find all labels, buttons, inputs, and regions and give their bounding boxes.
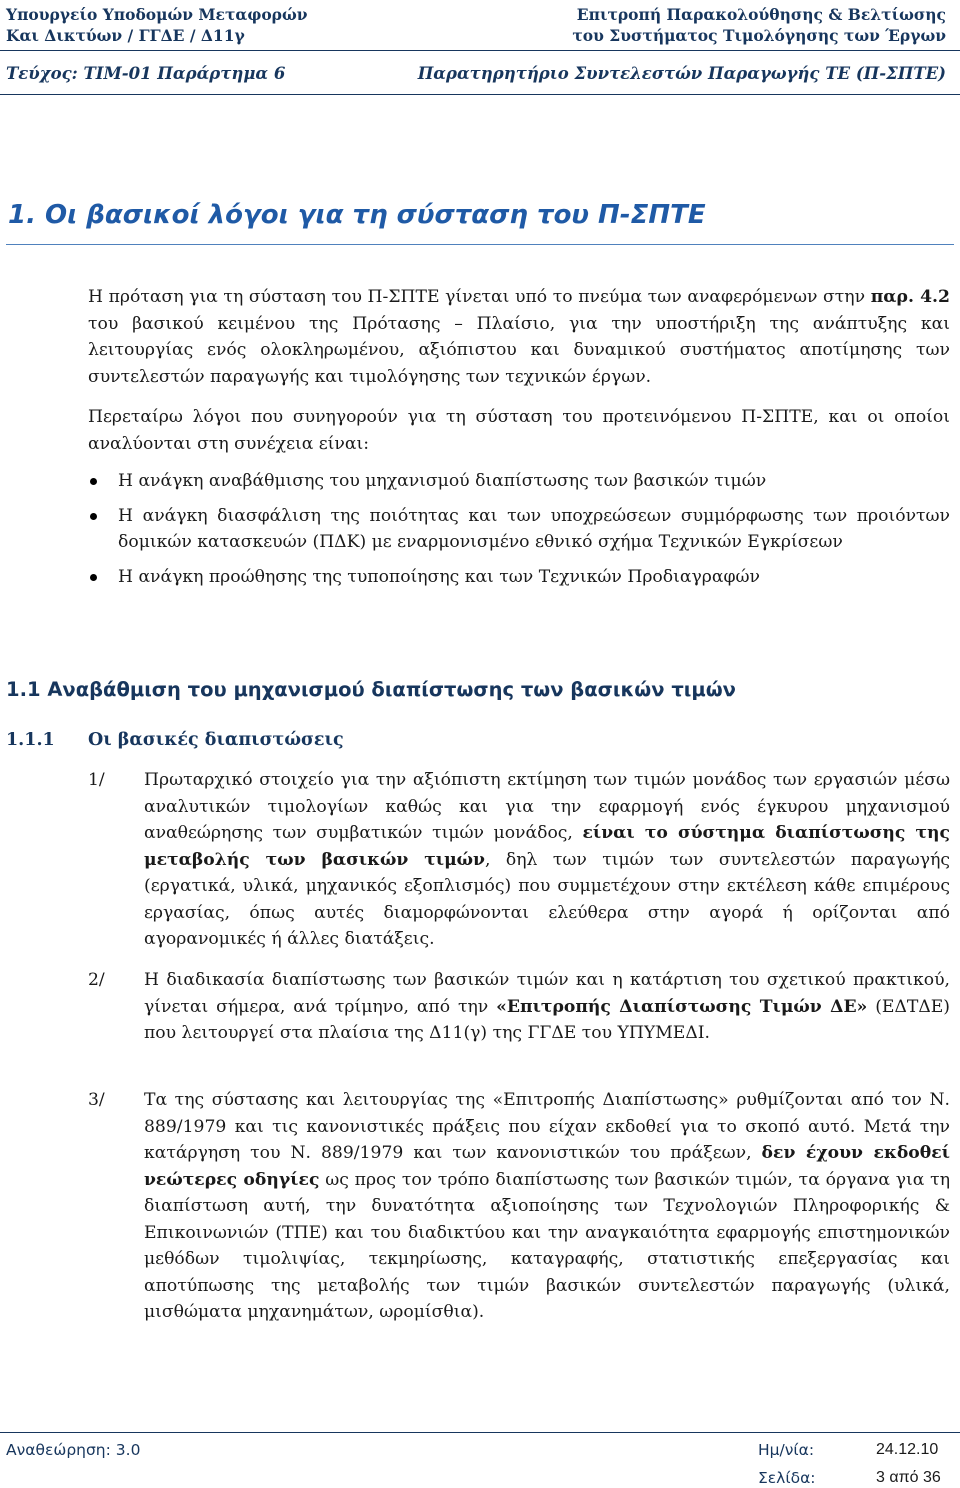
list-item — [88, 564, 950, 591]
header-committee-line2: του Συστήματος Τιμολόγησης των Έργων — [572, 26, 946, 45]
date-value: 24.12.10 — [876, 1441, 939, 1458]
page-label: Σελίδα: — [758, 1469, 816, 1487]
paragraph-text — [144, 967, 950, 1047]
reasons-paragraph: Περεταίρω λόγοι που συνηγορούν για τη σύσταση του προτεινόμενου Π-ΣΠΤΕ, και οι οποίοι αναλύονται στη συνέχεια είναι: — [88, 407, 950, 454]
section-1-underline — [6, 244, 954, 245]
paragraph-text-a: Πρωταρχικό στοιχείο για την αξιόπιστη εκτίμηση των τιμών μονάδος των εργασιών μέσω αναλυτικών τιμολογίων καθώς και για την εφαρμογή ενός έγκυρου μηχανισμού αναθεώρησης των συμβατικών τιμών μονάδος, — [144, 770, 950, 843]
header-divider-top — [0, 50, 960, 51]
list-item-text: Η ανάγκη αναβάθμισης του μηχανισμού διαπίστωσης των βασικών τιμών — [118, 471, 767, 491]
list-item — [88, 468, 950, 495]
paragraph-number: 3/ — [88, 1090, 105, 1110]
header-divider-bottom — [0, 94, 960, 95]
paragraph-text-a: Τα της σύστασης και λειτουργίας της «Επιτροπής Διαπίστωσης» ρυθμίζονται από τον Ν. 889/1979 και τις κανονιστικές πράξεις που είχαν εκδοθεί για το σκοπό αυτό. Μετά την κατάργηση του Ν. 889/1979 και των κανονιστικών του πράξεων, — [144, 1090, 950, 1163]
header-ministry-line1: Υπουργείο Υποδομών Μεταφορών — [6, 5, 308, 24]
paragraph-text — [144, 767, 950, 953]
list-item — [88, 503, 950, 556]
header-ministry-line2: Και Δικτύων / ΓΓΔΕ / Δ11γ — [6, 26, 245, 45]
header-ministry — [6, 4, 308, 46]
document-title-label: Παρατηρητήριο Συντελεστών Παραγωγής ΤΕ (Π-ΣΠΤΕ) — [417, 64, 946, 83]
intro-text-a: Η πρόταση για τη σύσταση του Π-ΣΠΤΕ γίνεται υπό το πνεύμα των αναφερόμενων στην — [88, 287, 871, 307]
paragraph-text-c: ως προς τον τρόπο διαπίστωσης των βασικών τιμών, τα όργανα για τη διαπίστωση αυτή, την δυνατότητα αξιοποίησης των Τεχνολογιών Πληροφορικής & Επικοινωνιών (ΤΠΕ) και του διαδικτύου και την αναγκαιότητα εφαρμογής επιστημονικών μεθόδων τιμολιψίας, τεκμηρίωσης, καταγραφής, στατιστικής επεξεργασίας και αποτύπωσης της μεταβολής των τιμών βασικών συντελεστών παραγωγής (υλικά, μισθώματα μηχανημάτων, ωρομίσθια). — [144, 1169, 950, 1322]
paragraph-number: 2/ — [88, 970, 105, 990]
section-1-1-1-heading — [6, 730, 344, 750]
section-1-1-1-number: 1.1.1 — [6, 730, 55, 750]
numbered-paragraph-1 — [88, 767, 950, 953]
bullet-icon — [90, 574, 97, 581]
numbered-paragraph-3 — [88, 1087, 950, 1326]
list-item-text: Η ανάγκη προώθησης της τυποποίησης και των Τεχνικών Προδιαγραφών — [118, 566, 760, 587]
intro-text-c: του βασικού κειμένου της Πρότασης – Πλαίσιο, για την υποστήριξη της ανάπτυξης και λειτουργίας ενός ολοκληρωμένου, αξιόπιστου και δυναμικού συστήματος αποτίμησης των συντελεστών παραγωγής και τιμολόγησης των τεχνικών έργων. — [88, 313, 950, 387]
section-1-1-1-title: Οι βασικές διαπιστώσεις — [88, 730, 344, 750]
header-committee — [572, 4, 946, 46]
paragraph-text-c: (ΕΔΤΔΕ) που λειτουργεί στα πλαίσια της Δ11(γ) της ΓΓΔΕ του ΥΠΥΜΕΔΙ. — [144, 996, 951, 1043]
paragraph-text-bold: δεν έχουν εκδοθεί νεώτερες οδηγίες — [144, 1143, 950, 1190]
numbered-paragraph-2 — [88, 967, 950, 1047]
revision-label: Αναθεώρηση: 3.0 — [6, 1441, 141, 1459]
paragraph-text — [144, 1087, 950, 1326]
intro-paragraph — [88, 284, 950, 390]
paragraph-text-c: , δηλ των τιμών των συντελεστών παραγωγής (εργατικά, υλικά, μηχανικός εξοπλισμός) που συμμετέχουν στην εκτέλεση κάθε επιμέρους εργασίας, όπως αυτές διαμορφώνονται ελεύθερα στην αγορά ή ορίζονται από αγορανομικές ή άλλες διατάξεις. — [144, 849, 950, 949]
footer-divider — [0, 1432, 960, 1433]
reasons-list — [88, 468, 950, 598]
paragraph-number: 1/ — [88, 770, 105, 790]
paragraph-text-bold: είναι το σύστημα διαπίστωσης της μεταβολής των βασικών τιμών — [144, 823, 950, 870]
document-issue-label: Τεύχος: ΤΙΜ-01 Παράρτημα 6 — [6, 64, 286, 83]
section-1-1-heading: 1.1 Αναβάθμιση του μηχανισμού διαπίστωσης των βασικών τιμών — [6, 678, 736, 701]
bullet-icon — [90, 478, 97, 485]
header-committee-line1: Επιτροπή Παρακολούθησης & Βελτίωσης — [576, 5, 946, 24]
paragraph-text-a: Η διαδικασία διαπίστωσης των βασικών τιμών και η κατάρτιση του σχετικού πρακτικού, γίνεται σήμερα, ανά τρίμηνο, από την — [144, 970, 950, 1017]
intro-reference: παρ. 4.2 — [870, 287, 950, 307]
page-number: 3 από 36 — [876, 1469, 941, 1486]
section-1-heading: 1. Οι βασικοί λόγοι για τη σύσταση του Π-ΣΠΤΕ — [8, 200, 706, 230]
list-item-text: Η ανάγκη διασφάλιση της ποιότητας και των υποχρεώσεων συμμόρφωσης των προιόντων δομικών κατασκευών (ΠΔΚ) με εναρμονισμένο εθνικό σχήμα Τεχνικών Εγκρίσεων — [118, 505, 950, 552]
date-label: Ημ/νία: — [758, 1441, 815, 1459]
bullet-icon — [90, 513, 97, 520]
paragraph-text-bold: «Επιτροπής Διαπίστωσης Τιμών ΔΕ» — [496, 996, 868, 1017]
